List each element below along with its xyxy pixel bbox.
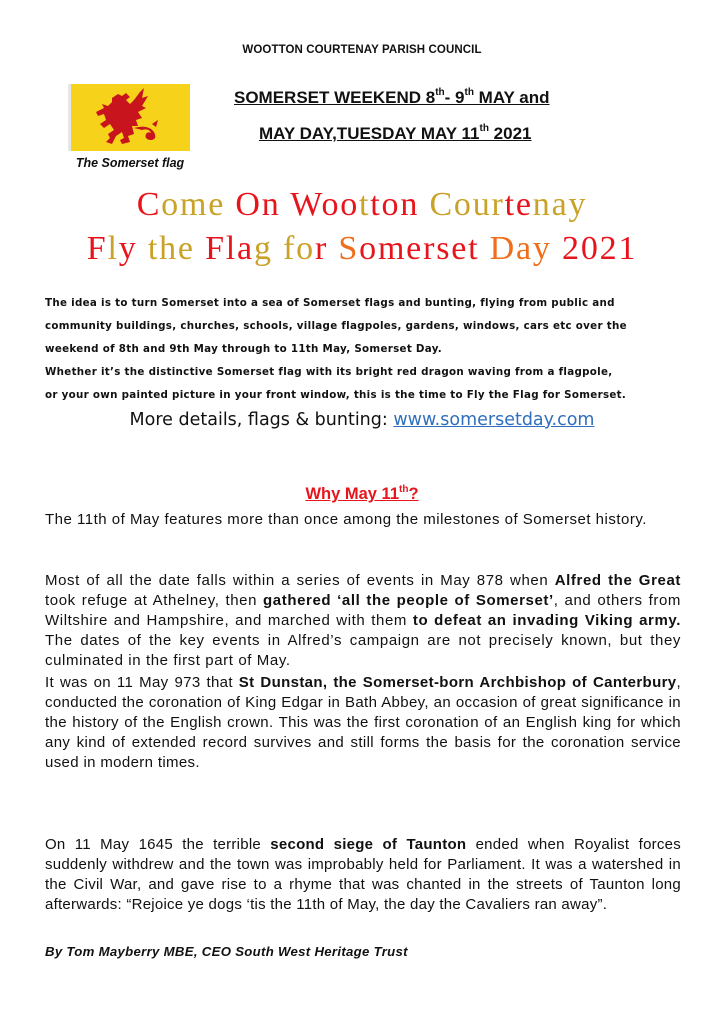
headline-text: 2021 (488, 124, 532, 143)
banner-segment: ome (161, 186, 236, 223)
more-details (0, 410, 724, 430)
banner-segment: omerset (359, 230, 490, 267)
heading-text: ? (408, 485, 419, 503)
banner-segment: te (504, 186, 533, 223)
byline: By Tom Mayberry MBE, CEO South West Heritage Trust (45, 944, 408, 959)
event-headline-mayday (259, 124, 699, 144)
banner-segment: Fla (205, 230, 254, 267)
banner-segment: On (235, 186, 291, 223)
text-run: , conducted the coronation of King Edgar in Bath Abbey, an occasion of great significance in the history of the English crown. This was the first coronation of an English king for which any kind of extended record survives and still forms the basis for the coronation service used in modern times. (45, 674, 681, 771)
council-name: WOOTTON COURTENAY PARISH COUNCIL (242, 44, 482, 56)
text-run: , and others from Wiltshire and Hampshire, and marched with them (45, 592, 681, 629)
banner-come-on (0, 186, 724, 224)
flag-hoist (68, 84, 71, 151)
banner-segment: fo (283, 230, 315, 267)
heading-text: Why May 11 (305, 485, 399, 503)
bold-run: St Dunstan, the Somerset-born Archbishop of Canterbury (238, 674, 677, 691)
banner-segment: ton (370, 186, 430, 223)
headline-sup: th (464, 87, 474, 98)
heading-sup: th (399, 484, 409, 495)
intro-line: community buildings, churches, schools, village flagpoles, gardens, windows, cars etc over the (45, 320, 627, 332)
banner-segment: l (107, 230, 119, 267)
banner-segment: Cour (429, 186, 505, 223)
intro-paragraph (45, 292, 685, 407)
banner-segment: W (290, 186, 322, 223)
intro-line: The idea is to turn Somerset into a sea of Somerset flags and bunting, flying from public and (45, 297, 615, 309)
headline-sup: th (479, 123, 489, 134)
text-run: The dates of the key events in Alfred’s campaign are not precisely known, but they culminated in the first part of May. (45, 632, 681, 669)
event-headline-weekend (234, 88, 674, 108)
banner-segment: Day (489, 230, 563, 267)
intro-line: Whether it’s the distinctive Somerset flag with its bright red dragon waving from a flagpole, (45, 366, 613, 378)
banner-segment: y (118, 230, 148, 267)
text-run: Most of all the date falls within a series of events in May 878 when (45, 572, 555, 589)
headline-text: MAY and (473, 88, 550, 107)
bold-run: Alfred the Great (554, 572, 681, 589)
flag-caption: The Somerset flag (75, 156, 185, 170)
bold-run: gathered ‘all the people of Somerset’ (263, 592, 554, 609)
text-run: ended when Royalist forces suddenly withdrew and the town was improbably held for Parliament. It was a watershed in the Civil War, and gave rise to a rhyme that was chanted in the streets of Taunton long afterwards: “Rejoice ye dogs ‘tis the 11th of May, the day the Cavaliers ran away”. (45, 836, 682, 913)
text-run: It was on 11 May 973 that (45, 674, 239, 691)
banner-segment: g (253, 230, 284, 267)
headline-text: - 9 (444, 88, 465, 107)
banner-fly-the-flag (0, 230, 724, 268)
paragraph-text: The 11th of May features more than once among the milestones of Somerset history. (45, 511, 647, 528)
banner-segment: F (86, 230, 108, 267)
text-run: On 11 May 1645 the terrible (45, 836, 271, 853)
paragraph-text (45, 571, 681, 671)
intro-line: weekend of 8th and 9th May through to 11th May, Somerset Day. (45, 343, 442, 355)
headline-text: MAY DAY,TUESDAY MAY 11 (259, 124, 480, 143)
banner-segment: C (136, 186, 162, 223)
headline-sup: th (435, 87, 445, 98)
paragraph-taunton (45, 835, 681, 915)
paragraph-text (45, 835, 681, 915)
paragraph-dunstan (45, 673, 681, 773)
section-heading-why-may-11 (0, 485, 724, 504)
text-run: took refuge at Athelney, then (45, 592, 264, 609)
somersetday-link[interactable]: www.somersetday.com (393, 410, 595, 430)
banner-segment: nay (532, 186, 588, 223)
paragraph-milestones (45, 510, 681, 530)
somerset-flag-image (68, 84, 190, 151)
banner-segment: 2021 (562, 230, 638, 267)
more-details-label: More details, flags & bunting: (129, 410, 394, 430)
banner-segment: r (314, 230, 339, 267)
banner-segment: the (147, 230, 206, 267)
intro-line: or your own painted picture in your front window, this is the time to Fly the Flag for Somerset. (45, 389, 627, 401)
banner-segment: oo (321, 186, 360, 223)
paragraph-text (45, 673, 681, 773)
bold-run: second siege of Taunton (270, 836, 467, 853)
headline-text: SOMERSET WEEKEND 8 (234, 88, 436, 107)
paragraph-alfred (45, 571, 681, 671)
bold-run: to defeat an invading Viking army. (412, 612, 681, 629)
banner-segment: S (338, 230, 360, 267)
banner-segment: t (359, 186, 371, 223)
